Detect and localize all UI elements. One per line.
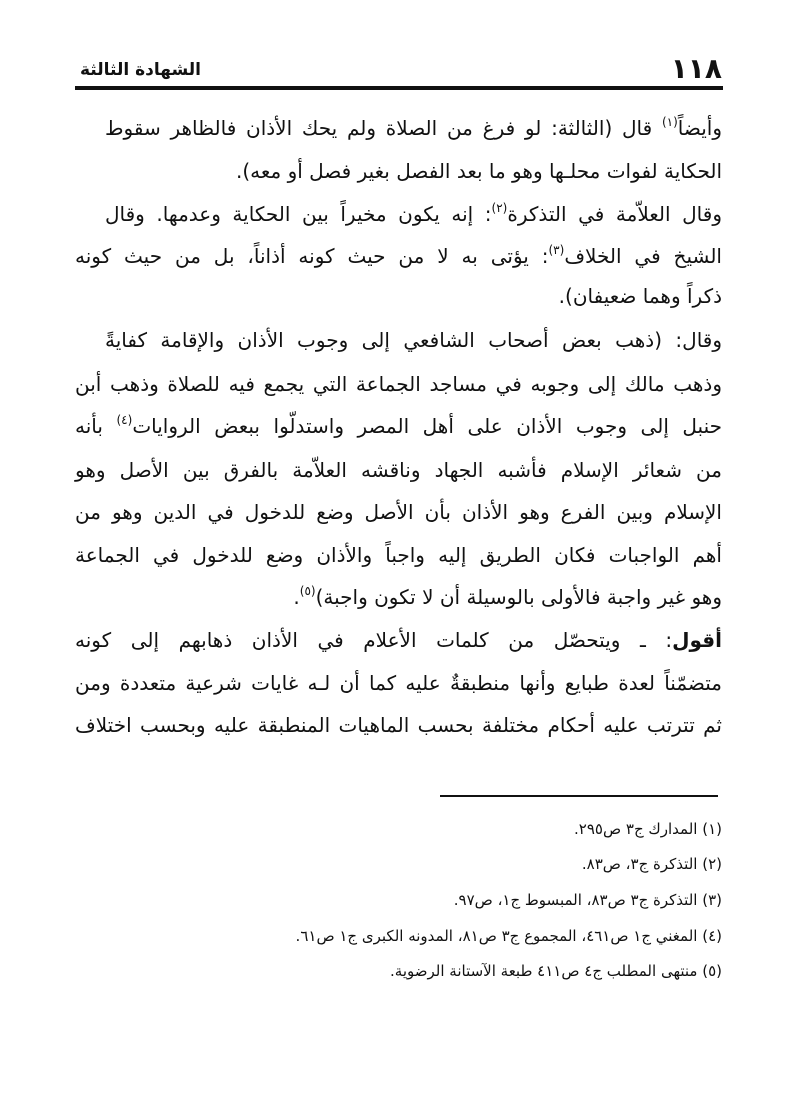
footnote-ref-5: (٥) (299, 584, 316, 598)
text-segment: وهو غير واجبة فالأولى بالوسيلة أن لا تكون واجبة) (315, 585, 722, 609)
text-segment: حنبل إلى وجوب الأذان على أهل المصر واستدلّوا ببعض الروايات (132, 414, 722, 438)
text-line (75, 369, 722, 399)
footnote: (٣) التذكرة ج٣ ص٨٣، المبسوط ج١، ص٩٧. (453, 891, 722, 909)
text-segment: وقال: (ذهب بعض أصحاب الشافعي إلى وجوب الأذان والإقامة كفايةً (105, 328, 722, 352)
text-line (105, 325, 722, 355)
text-line (105, 113, 722, 143)
text-segment: . (293, 585, 300, 609)
text-line (75, 497, 722, 527)
text-segment: متضمّناً لعدة طبايع وأنها منطبقةٌ عليه كما أن لـه غايات شرعية متعددة ومن (75, 671, 722, 695)
page-number: ١١٨ (670, 52, 722, 85)
text-line (75, 281, 722, 311)
text-line (75, 625, 722, 655)
footnote-ref-4: (٤) (116, 413, 133, 427)
text-segment: ثم تترتب عليه أحكام مختلفة بحسب الماهيات المنطبقة عليه وبحسب اختلاف (75, 713, 722, 737)
text-segment: الحكاية لفوات محلـها وهو ما بعد الفصل بغير فصل أو معه). (235, 159, 722, 183)
footnote-ref-3: (٣) (548, 243, 565, 257)
aqulu-label: أقول (672, 628, 722, 652)
text-segment: وذهب مالك إلى وجوبه في مساجد الجماعة التي يجمع فيه للصلاة وذهب أبن (75, 372, 722, 396)
text-segment: من شعائر الإسلام فأشبه الجهاد وناقشه العلاّمة بالفرق بين الأصل وهو (75, 458, 722, 482)
running-title: الشهادة الثالثة (80, 60, 201, 80)
footnote-ref-1: (١) (661, 115, 678, 129)
text-segment: بأنه (75, 414, 117, 438)
text-segment: قال (الثالثة: لو فرغ من الصلاة ولم يحك الأذان فالظاهر سقوط (105, 116, 662, 140)
header-divider (75, 86, 723, 90)
footnote-ref-2: (٢) (491, 201, 508, 215)
text-line (75, 241, 722, 271)
footnote-divider (440, 795, 718, 797)
text-line (75, 156, 722, 186)
text-segment: الإسلام وبين الفرع وهو الأذان بأن الأصل وضع للدخول في الدين وهو من (75, 500, 722, 524)
footnote: (٥) منتهى المطلب ج٤ ص٤١١ طبعة الآستانة الرضوية. (390, 962, 722, 980)
text-line (105, 199, 722, 229)
text-line (75, 411, 722, 441)
text-line (75, 582, 722, 612)
text-segment: : إنه يكون مخيراً بين الحكاية وعدمها. وقال (105, 202, 492, 226)
text-line (75, 668, 722, 698)
text-segment: : يؤتى به لا من حيث كونه أذاناً، بل من حيث كونه (75, 244, 549, 268)
text-segment: وقال العلاّمة في التذكرة (507, 202, 722, 226)
text-line (75, 455, 722, 485)
footnote: (٤) المغني ج١ ص٤٦١، المجموع ج٣ ص٨١، المدونه الكبرى ج١ ص٦١. (295, 927, 722, 945)
footnote: (١) المدارك ج٣ ص٢٩٥. (574, 820, 722, 838)
text-line (75, 540, 722, 570)
text-segment: ذكراً وهما ضعيفان). (558, 284, 722, 308)
text-segment: : ـ ويتحصّل من كلمات الأعلام في الأذان ذهابهم إلى كونه (75, 628, 673, 652)
text-segment: وأيضاً (677, 116, 722, 140)
footnote: (٢) التذكرة ج٣، ص٨٣. (581, 855, 722, 873)
text-segment: الشيخ في الخلاف (564, 244, 722, 268)
text-line (75, 710, 722, 740)
text-segment: أهم الواجبات فكان الطريق إليه واجباً والأذان وضع للدخول في الجماعة (75, 543, 722, 567)
